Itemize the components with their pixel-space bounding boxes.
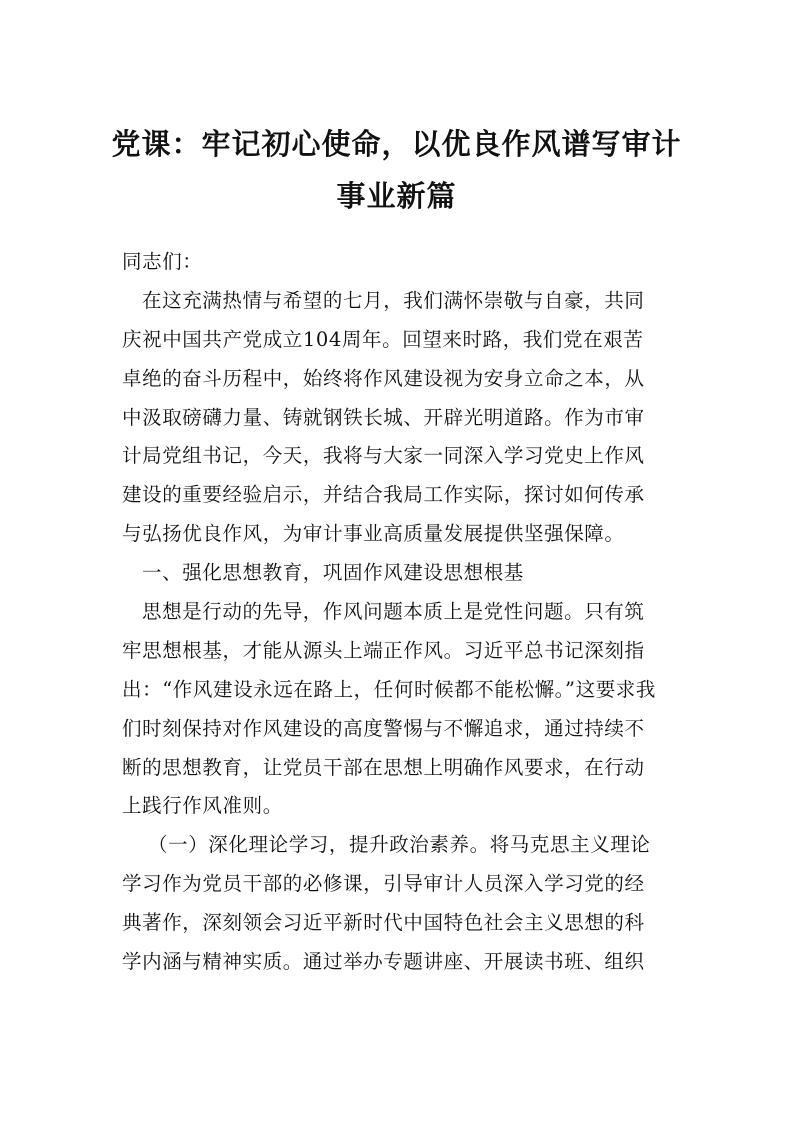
paragraph-line: 建设的重要经验启示，并结合我局工作实际，探讨如何传承 (122, 483, 645, 507)
paragraph-line: 庆祝中国共产党成立104周年。回望来时路，我们党在艰苦 (122, 327, 644, 351)
title-line-1: 党课：牢记初心使命，以优良作风谱写审计 (111, 127, 682, 161)
paragraph-line: 卓绝的奋斗历程中，始终将作风建设视为安身立命之本，从 (122, 366, 645, 390)
paragraph-line: 牢思想根基，才能从源头上端正作风。习近平总书记深刻指 (122, 638, 645, 662)
title-line-2: 事业新篇 (336, 179, 457, 213)
paragraph-line: 与弘扬优良作风，为审计事业高质量发展提供坚强保障。 (122, 522, 625, 546)
paragraph-line: 中汲取磅礴力量、铸就钢铁长城、开辟光明道路。作为市审 (122, 405, 645, 429)
subsection-heading: （一）深化理论学习，提升政治素养。将马克思主义理论 (148, 833, 651, 857)
paragraph-line: 们时刻保持对作风建设的高度警惕与不懈追求，通过持续不 (122, 716, 645, 740)
paragraph-line: 上践行作风准则。 (122, 794, 283, 818)
paragraph-line: 学习作为党员干部的必修课，引导审计人员深入学习党的经 (122, 872, 645, 896)
document-title (100, 118, 693, 222)
paragraph-line: 计局党组书记，今天，我将与大家一同深入学习党史上作风 (122, 444, 645, 468)
paragraph-line: 思想是行动的先导，作风问题本质上是党性问题。只有筑 (142, 600, 645, 624)
paragraph-line: 出：“作风建设永远在路上，任何时候都不能松懈。”这要求我 (122, 677, 656, 701)
salutation: 同志们： (122, 250, 203, 273)
paragraph-line: 典著作，深刻领会习近平新时代中国特色社会主义思想的科 (122, 911, 645, 935)
paragraph-line: 在这充满热情与希望的七月，我们满怀崇敬与自豪，共同 (142, 288, 645, 312)
paragraph-line: 断的思想教育，让党员干部在思想上明确作风要求，在行动 (122, 755, 645, 779)
section-heading: 一、强化思想教育，巩固作风建设思想根基 (142, 561, 524, 585)
paragraph-line: 学内涵与精神实质。通过举办专题讲座、开展读书班、组织 (122, 950, 645, 974)
document-body (122, 243, 682, 982)
